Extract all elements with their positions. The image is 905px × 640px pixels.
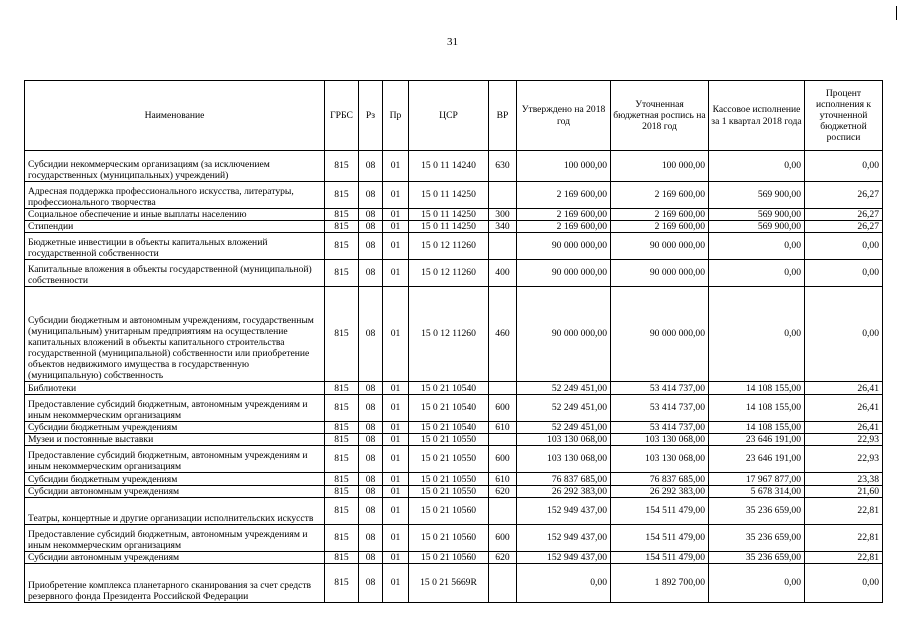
row-approved-cell: 152 949 437,00: [517, 552, 611, 564]
row-percent-cell: 22,93: [805, 434, 883, 446]
row-refined-cell: 53 414 737,00: [611, 382, 709, 395]
row-rz-cell: 08: [359, 498, 383, 525]
row-refined-cell: 103 130 068,00: [611, 434, 709, 446]
row-pr-cell: 01: [383, 233, 409, 260]
row-name-cell: Предоставление субсидий бюджетным, автономным учреждениям и иным некоммерческим организациям: [25, 395, 325, 422]
row-refined-cell: 90 000 000,00: [611, 260, 709, 287]
row-approved-cell: 103 130 068,00: [517, 434, 611, 446]
row-percent-cell: 26,41: [805, 422, 883, 434]
row-name-cell: Предоставление субсидий бюджетным, автономным учреждениям и иным некоммерческим организациям: [25, 446, 325, 473]
row-pr-cell: 01: [383, 525, 409, 552]
row-approved-cell: 103 130 068,00: [517, 446, 611, 473]
row-refined-cell: 2 169 600,00: [611, 221, 709, 233]
row-refined-cell: 90 000 000,00: [611, 287, 709, 382]
row-csr-cell: 15 0 21 10540: [409, 395, 489, 422]
row-approved-cell: 52 249 451,00: [517, 422, 611, 434]
row-percent-cell: 0,00: [805, 564, 883, 603]
col-header-csr: ЦСР: [409, 81, 489, 151]
row-grbs-cell: 815: [325, 473, 359, 486]
row-grbs-cell: 815: [325, 434, 359, 446]
row-grbs-cell: 815: [325, 382, 359, 395]
row-pr-cell: 01: [383, 434, 409, 446]
row-grbs-cell: 815: [325, 564, 359, 603]
row-rz-cell: 08: [359, 233, 383, 260]
row-name-cell: Стипендии: [25, 221, 325, 233]
row-name-cell: Приобретение комплекса планетарного сканирования за счет средств резервного фонда Президента Российской Федерации: [25, 564, 325, 603]
row-cash-cell: 0,00: [709, 287, 805, 382]
row-cash-cell: 14 108 155,00: [709, 382, 805, 395]
row-csr-cell: 15 0 11 14240: [409, 151, 489, 182]
row-name-cell: Субсидии бюджетным и автономным учреждениям, государственным (муниципальным) унитарным предприятиям на осуществление капитальных вложений в объекты капитального строительства государственной (муниципальной) собственности или приобретение объектов недвижимого имущества в государственную (муниципальную) собственность: [25, 287, 325, 382]
table-row: [25, 233, 883, 260]
row-cash-cell: 0,00: [709, 260, 805, 287]
row-percent-cell: 21,60: [805, 486, 883, 498]
row-rz-cell: 08: [359, 182, 383, 209]
row-grbs-cell: 815: [325, 151, 359, 182]
row-csr-cell: 15 0 21 10550: [409, 473, 489, 486]
row-vr-cell: [489, 498, 517, 525]
row-approved-cell: 0,00: [517, 564, 611, 603]
row-rz-cell: 08: [359, 221, 383, 233]
row-rz-cell: 08: [359, 434, 383, 446]
row-pr-cell: 01: [383, 209, 409, 221]
row-vr-cell: [489, 434, 517, 446]
col-header-vr: ВР: [489, 81, 517, 151]
table-row: [25, 564, 883, 603]
table-row: [25, 395, 883, 422]
row-grbs-cell: 815: [325, 182, 359, 209]
row-approved-cell: 26 292 383,00: [517, 486, 611, 498]
row-vr-cell: 620: [489, 486, 517, 498]
row-vr-cell: 600: [489, 395, 517, 422]
row-grbs-cell: 815: [325, 552, 359, 564]
col-header-rz: Рз: [359, 81, 383, 151]
table-row: [25, 422, 883, 434]
table-row: [25, 498, 883, 525]
table-row: [25, 434, 883, 446]
row-grbs-cell: 815: [325, 233, 359, 260]
row-refined-cell: 1 892 700,00: [611, 564, 709, 603]
row-refined-cell: 53 414 737,00: [611, 395, 709, 422]
row-cash-cell: 569 900,00: [709, 221, 805, 233]
row-percent-cell: 0,00: [805, 233, 883, 260]
row-percent-cell: 22,81: [805, 498, 883, 525]
row-percent-cell: 26,27: [805, 221, 883, 233]
row-refined-cell: 154 511 479,00: [611, 498, 709, 525]
row-refined-cell: 154 511 479,00: [611, 552, 709, 564]
row-rz-cell: 08: [359, 209, 383, 221]
table-header-row: [25, 81, 883, 151]
row-cash-cell: 23 646 191,00: [709, 446, 805, 473]
row-csr-cell: 15 0 11 14250: [409, 182, 489, 209]
row-pr-cell: 01: [383, 151, 409, 182]
table-row: [25, 260, 883, 287]
table-body: [25, 151, 883, 603]
row-percent-cell: 22,93: [805, 446, 883, 473]
row-approved-cell: 90 000 000,00: [517, 287, 611, 382]
row-vr-cell: 630: [489, 151, 517, 182]
row-pr-cell: 01: [383, 564, 409, 603]
row-csr-cell: 15 0 21 10540: [409, 382, 489, 395]
row-approved-cell: 2 169 600,00: [517, 182, 611, 209]
row-csr-cell: 15 0 21 10550: [409, 446, 489, 473]
row-refined-cell: 2 169 600,00: [611, 182, 709, 209]
row-name-cell: Социальное обеспечение и иные выплаты населению: [25, 209, 325, 221]
row-vr-cell: 610: [489, 422, 517, 434]
row-vr-cell: 460: [489, 287, 517, 382]
col-header-refined: Уточненная бюджетная роспись на 2018 год: [611, 81, 709, 151]
row-vr-cell: 600: [489, 446, 517, 473]
col-header-percent: Процент исполнения к уточненной бюджетной росписи: [805, 81, 883, 151]
row-vr-cell: [489, 564, 517, 603]
row-percent-cell: 0,00: [805, 151, 883, 182]
row-grbs-cell: 815: [325, 525, 359, 552]
row-vr-cell: 300: [489, 209, 517, 221]
row-pr-cell: 01: [383, 446, 409, 473]
row-name-cell: Субсидии некоммерческим организациям (за исключением государственных (муниципальных) учреждений): [25, 151, 325, 182]
row-csr-cell: 15 0 21 10540: [409, 422, 489, 434]
page-number: 31: [447, 36, 458, 48]
row-csr-cell: 15 0 12 11260: [409, 233, 489, 260]
row-rz-cell: 08: [359, 422, 383, 434]
edge-mark: [896, 6, 897, 20]
row-name-cell: Субсидии бюджетным учреждениям: [25, 422, 325, 434]
table-row: [25, 182, 883, 209]
row-rz-cell: 08: [359, 564, 383, 603]
row-vr-cell: 600: [489, 525, 517, 552]
row-approved-cell: 100 000,00: [517, 151, 611, 182]
row-pr-cell: 01: [383, 552, 409, 564]
row-pr-cell: 01: [383, 473, 409, 486]
row-cash-cell: 23 646 191,00: [709, 434, 805, 446]
row-vr-cell: 400: [489, 260, 517, 287]
row-percent-cell: 22,81: [805, 525, 883, 552]
table-row: [25, 382, 883, 395]
row-refined-cell: 90 000 000,00: [611, 233, 709, 260]
table-row: [25, 552, 883, 564]
row-refined-cell: 26 292 383,00: [611, 486, 709, 498]
row-refined-cell: 53 414 737,00: [611, 422, 709, 434]
row-pr-cell: 01: [383, 422, 409, 434]
row-cash-cell: 35 236 659,00: [709, 498, 805, 525]
row-percent-cell: 0,00: [805, 260, 883, 287]
row-csr-cell: 15 0 21 10560: [409, 498, 489, 525]
row-cash-cell: 0,00: [709, 233, 805, 260]
row-csr-cell: 15 0 12 11260: [409, 287, 489, 382]
row-grbs-cell: 815: [325, 498, 359, 525]
row-csr-cell: 15 0 21 5669R: [409, 564, 489, 603]
row-csr-cell: 15 0 21 10560: [409, 552, 489, 564]
row-rz-cell: 08: [359, 525, 383, 552]
row-cash-cell: 569 900,00: [709, 209, 805, 221]
row-rz-cell: 08: [359, 287, 383, 382]
row-approved-cell: 2 169 600,00: [517, 209, 611, 221]
row-percent-cell: 23,38: [805, 473, 883, 486]
row-grbs-cell: 815: [325, 395, 359, 422]
row-vr-cell: 610: [489, 473, 517, 486]
row-name-cell: Музеи и постоянные выставки: [25, 434, 325, 446]
row-percent-cell: 0,00: [805, 287, 883, 382]
col-header-pr: Пр: [383, 81, 409, 151]
row-vr-cell: [489, 182, 517, 209]
row-approved-cell: 152 949 437,00: [517, 498, 611, 525]
row-pr-cell: 01: [383, 486, 409, 498]
row-csr-cell: 15 0 21 10550: [409, 486, 489, 498]
budget-table: [24, 80, 883, 603]
row-approved-cell: 52 249 451,00: [517, 382, 611, 395]
row-vr-cell: [489, 382, 517, 395]
table-row: [25, 446, 883, 473]
row-pr-cell: 01: [383, 498, 409, 525]
row-approved-cell: 90 000 000,00: [517, 233, 611, 260]
row-cash-cell: 17 967 877,00: [709, 473, 805, 486]
row-rz-cell: 08: [359, 552, 383, 564]
row-refined-cell: 100 000,00: [611, 151, 709, 182]
col-header-approved: Утверждено на 2018 год: [517, 81, 611, 151]
row-vr-cell: 340: [489, 221, 517, 233]
row-cash-cell: 14 108 155,00: [709, 395, 805, 422]
row-refined-cell: 76 837 685,00: [611, 473, 709, 486]
row-approved-cell: 76 837 685,00: [517, 473, 611, 486]
row-percent-cell: 26,27: [805, 209, 883, 221]
row-grbs-cell: 815: [325, 486, 359, 498]
row-pr-cell: 01: [383, 382, 409, 395]
row-cash-cell: 0,00: [709, 564, 805, 603]
row-percent-cell: 26,41: [805, 395, 883, 422]
row-pr-cell: 01: [383, 182, 409, 209]
row-refined-cell: 2 169 600,00: [611, 209, 709, 221]
table-row: [25, 209, 883, 221]
row-csr-cell: 15 0 11 14250: [409, 209, 489, 221]
row-name-cell: Субсидии бюджетным учреждениям: [25, 473, 325, 486]
table-row: [25, 221, 883, 233]
row-rz-cell: 08: [359, 395, 383, 422]
row-name-cell: Предоставление субсидий бюджетным, автономным учреждениям и иным некоммерческим организациям: [25, 525, 325, 552]
table-row: [25, 525, 883, 552]
row-cash-cell: 569 900,00: [709, 182, 805, 209]
row-grbs-cell: 815: [325, 422, 359, 434]
row-grbs-cell: 815: [325, 209, 359, 221]
row-rz-cell: 08: [359, 446, 383, 473]
row-vr-cell: 620: [489, 552, 517, 564]
row-percent-cell: 26,27: [805, 182, 883, 209]
row-csr-cell: 15 0 12 11260: [409, 260, 489, 287]
row-pr-cell: 01: [383, 260, 409, 287]
row-rz-cell: 08: [359, 486, 383, 498]
row-rz-cell: 08: [359, 382, 383, 395]
row-cash-cell: 35 236 659,00: [709, 552, 805, 564]
row-percent-cell: 22,81: [805, 552, 883, 564]
col-header-grbs: ГРБС: [325, 81, 359, 151]
row-pr-cell: 01: [383, 395, 409, 422]
row-pr-cell: 01: [383, 221, 409, 233]
row-approved-cell: 152 949 437,00: [517, 525, 611, 552]
row-rz-cell: 08: [359, 151, 383, 182]
row-name-cell: Театры, концертные и другие организации исполнительских искусств: [25, 498, 325, 525]
row-cash-cell: 14 108 155,00: [709, 422, 805, 434]
row-rz-cell: 08: [359, 260, 383, 287]
row-cash-cell: 5 678 314,00: [709, 486, 805, 498]
row-refined-cell: 154 511 479,00: [611, 525, 709, 552]
row-grbs-cell: 815: [325, 260, 359, 287]
row-grbs-cell: 815: [325, 221, 359, 233]
row-pr-cell: 01: [383, 287, 409, 382]
row-refined-cell: 103 130 068,00: [611, 446, 709, 473]
row-grbs-cell: 815: [325, 446, 359, 473]
table-row: [25, 151, 883, 182]
row-name-cell: Капитальные вложения в объекты государственной (муниципальной) собственности: [25, 260, 325, 287]
row-name-cell: Субсидии автономным учреждениям: [25, 486, 325, 498]
row-rz-cell: 08: [359, 473, 383, 486]
table-row: [25, 287, 883, 382]
col-header-cash: Кассовое исполнение за 1 квартал 2018 года: [709, 81, 805, 151]
row-name-cell: Библиотеки: [25, 382, 325, 395]
row-name-cell: Бюджетные инвестиции в объекты капитальных вложений государственной собственности: [25, 233, 325, 260]
table-row: [25, 486, 883, 498]
row-approved-cell: 2 169 600,00: [517, 221, 611, 233]
row-csr-cell: 15 0 21 10550: [409, 434, 489, 446]
table-row: [25, 473, 883, 486]
row-name-cell: Субсидии автономным учреждениям: [25, 552, 325, 564]
row-approved-cell: 90 000 000,00: [517, 260, 611, 287]
row-csr-cell: 15 0 11 14250: [409, 221, 489, 233]
row-cash-cell: 0,00: [709, 151, 805, 182]
col-header-name: Наименование: [25, 81, 325, 151]
row-vr-cell: [489, 233, 517, 260]
row-grbs-cell: 815: [325, 287, 359, 382]
row-name-cell: Адресная поддержка профессионального искусства, литературы, профессионального творчества: [25, 182, 325, 209]
row-percent-cell: 26,41: [805, 382, 883, 395]
row-csr-cell: 15 0 21 10560: [409, 525, 489, 552]
row-cash-cell: 35 236 659,00: [709, 525, 805, 552]
row-approved-cell: 52 249 451,00: [517, 395, 611, 422]
